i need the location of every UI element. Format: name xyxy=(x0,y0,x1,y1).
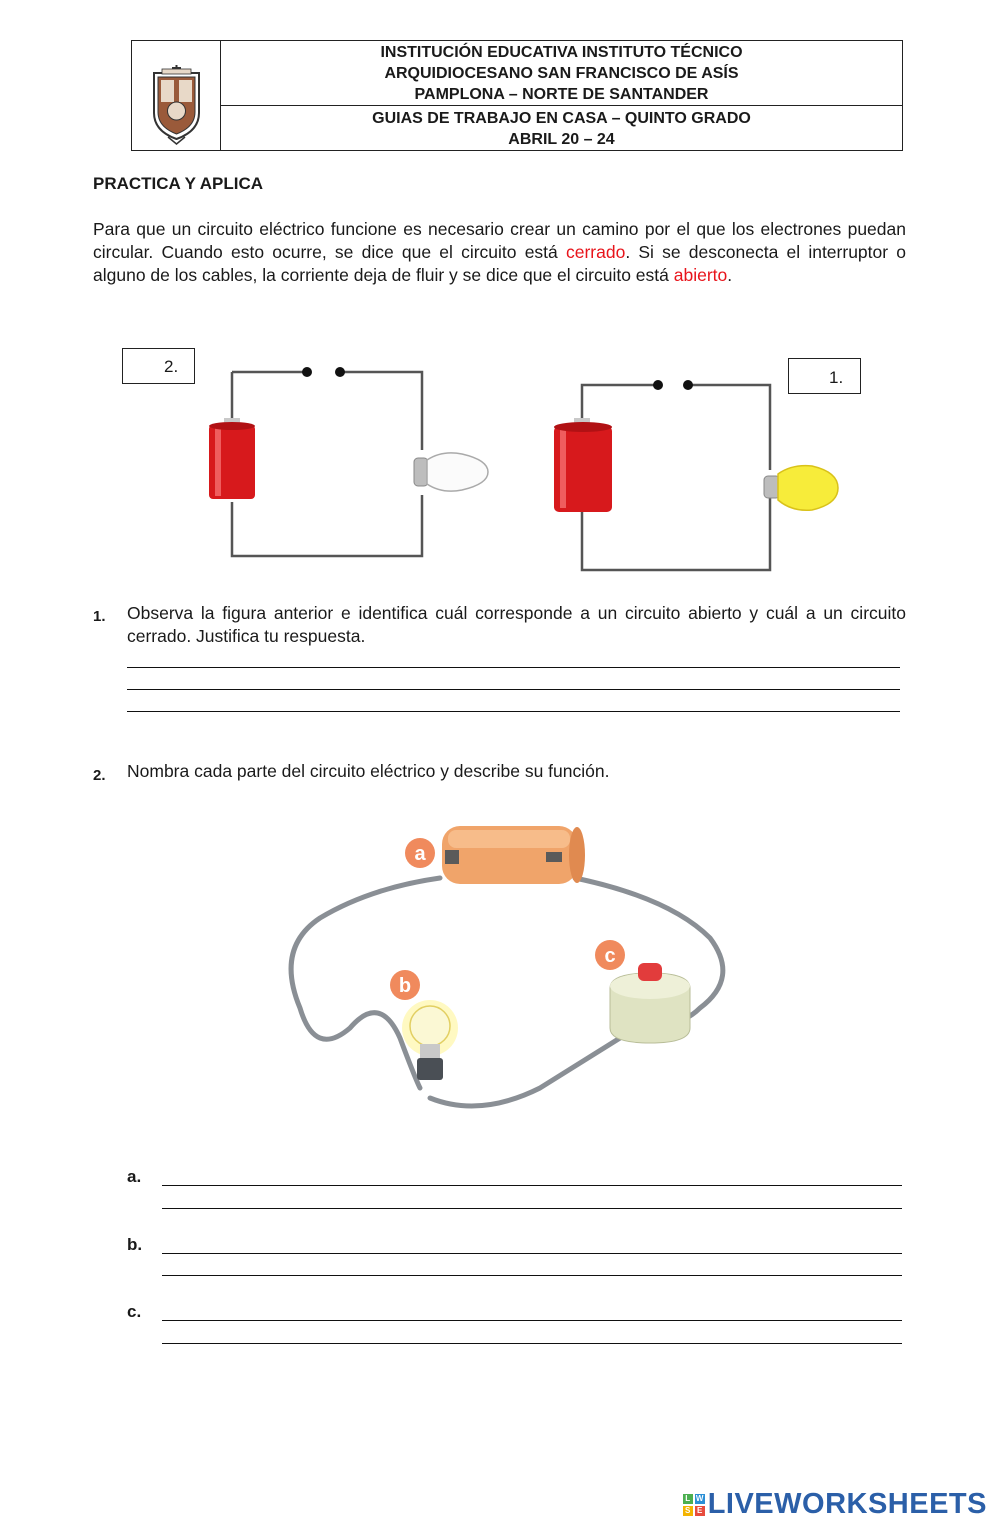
answer-line[interactable] xyxy=(127,667,900,668)
header-institution xyxy=(221,41,902,106)
answer-c-line[interactable] xyxy=(162,1320,902,1321)
battery-icon xyxy=(442,826,585,884)
switch-terminal-1 xyxy=(653,380,663,390)
answer-b-letter: b. xyxy=(127,1235,143,1254)
header-table xyxy=(131,40,903,151)
closed-word: cerrado xyxy=(565,242,626,262)
bulb-off-icon xyxy=(414,453,488,491)
header-line-1: INSTITUCIÓN EDUCATIVA INSTITUTO TÉCNICO xyxy=(380,44,743,61)
question-1-number: 1. xyxy=(93,608,106,625)
answer-line[interactable] xyxy=(127,711,900,712)
answer-c-letter: c. xyxy=(127,1302,142,1321)
bulb-on-icon xyxy=(764,466,838,511)
switch-terminal-1 xyxy=(302,367,312,377)
closed-circuit-diagram xyxy=(540,360,850,585)
switch-terminal-2 xyxy=(335,367,345,377)
question-2-text: Nombra cada parte del circuito eléctrico y describe su función. xyxy=(127,761,610,781)
answer-b-line[interactable] xyxy=(162,1275,902,1276)
liveworksheets-watermark xyxy=(683,1488,987,1521)
intro-paragraph xyxy=(93,218,906,287)
battery-icon xyxy=(209,418,255,499)
left-label: 2. xyxy=(164,357,179,376)
logo-cell xyxy=(132,41,221,150)
answer-a-line[interactable] xyxy=(162,1208,902,1209)
intro-part-1: Para que un circuito eléctrico funcione es necesario crear un camino por el que los electrones puedan circular. Cuando esto ocurre, se dice que el circuito está xyxy=(93,219,906,262)
intro-part-2: . Si se desconecta el interruptor o alguno de los cables, la corriente deja de fluir y se dice que el circuito está xyxy=(93,242,907,285)
answer-c-line[interactable] xyxy=(162,1343,902,1344)
bulb-tag-letter: b xyxy=(398,975,412,997)
header-guide xyxy=(221,106,902,150)
battery-tag-letter: a xyxy=(414,843,426,865)
bulb-tag xyxy=(390,970,420,1000)
battery-icon xyxy=(554,418,612,512)
answer-a-line[interactable] xyxy=(162,1185,902,1186)
open-circuit-diagram xyxy=(190,350,510,580)
switch-tag-letter: c xyxy=(604,945,616,967)
switch-terminal-2 xyxy=(683,380,693,390)
question-2-number: 2. xyxy=(93,767,106,784)
answer-a-letter: a. xyxy=(127,1167,142,1186)
switch-tag xyxy=(595,940,625,970)
liveworksheets-logo-icon: L W S E xyxy=(683,1494,705,1516)
switch-icon xyxy=(610,963,690,1043)
header-line-3: PAMPLONA – NORTE DE SANTANDER xyxy=(414,86,709,103)
answer-b-line[interactable] xyxy=(162,1253,902,1254)
left-label-box[interactable] xyxy=(122,348,195,384)
open-word: abierto xyxy=(673,265,728,285)
intro-part-3: . xyxy=(727,265,733,285)
section-title: PRACTICA Y APLICA xyxy=(93,174,264,193)
school-crest-icon xyxy=(132,41,221,150)
answer-line[interactable] xyxy=(127,689,900,690)
header-line-2: ARQUIDIOCESANO SAN FRANCISCO DE ASÍS xyxy=(384,65,739,82)
right-label: 1. xyxy=(829,368,844,387)
question-1-text: Observa la figura anterior e identifica cuál corresponde a un circuito abierto y cuál a un circuito cerrado. Justifica tu respuesta. xyxy=(127,603,906,646)
liveworksheets-text: LIVEWORKSHEETS xyxy=(707,1488,987,1520)
open-circuit-wires xyxy=(232,372,422,556)
header-line-5: ABRIL 20 – 24 xyxy=(508,131,615,148)
labeled-circuit-illustration xyxy=(280,808,740,1128)
battery-tag xyxy=(405,838,435,868)
header-line-4: GUIAS DE TRABAJO EN CASA – QUINTO GRADO xyxy=(372,110,751,127)
